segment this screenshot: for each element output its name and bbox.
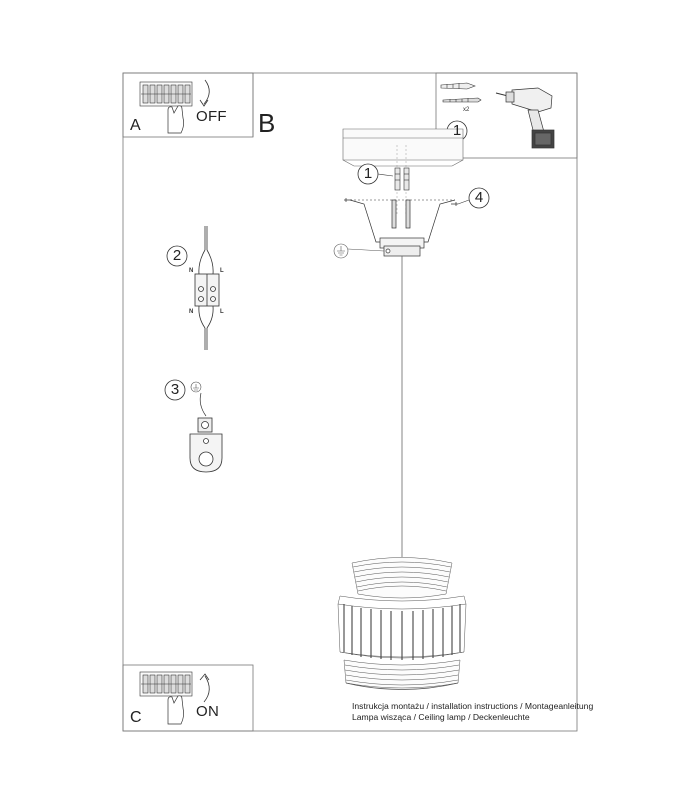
- arrow-down-icon: [204, 80, 209, 104]
- fuse-switch-icon-a: [140, 82, 192, 106]
- ground-wire: [200, 393, 206, 416]
- screw-icon: [443, 98, 481, 102]
- quantity-label: x2: [463, 107, 470, 113]
- ceiling-plate: [343, 129, 463, 166]
- screw-right-icon: [451, 202, 458, 206]
- fuse-switch-icon-c: [140, 672, 192, 696]
- terminal-label-n-top: N: [189, 268, 194, 274]
- footer-product: Lampa wisząca / Ceiling lamp / Deckenleuchte: [352, 712, 530, 722]
- panel-a-letter: A: [130, 117, 141, 134]
- hand-icon-a: [168, 106, 184, 133]
- drill-icon: [496, 88, 554, 148]
- tools-callout-number: 1: [452, 122, 462, 139]
- lamp-shade: [338, 558, 466, 690]
- step-2-number: 2: [172, 247, 182, 264]
- step-1-number: 1: [363, 165, 373, 182]
- panel-c-letter: C: [130, 709, 142, 726]
- terminal-label-l-bottom: L: [220, 309, 224, 315]
- mounting-bracket: [350, 200, 455, 256]
- step-4-number: 4: [474, 189, 484, 206]
- wire-connector-icon: [195, 226, 219, 350]
- ground-bracket-icon: [190, 418, 222, 472]
- off-label: OFF: [196, 108, 227, 125]
- wall-plug-icon: [441, 83, 475, 89]
- footer-instructions: Instrukcja montażu / installation instructions / Montageanleitung: [352, 701, 594, 711]
- dowels-icon: [395, 168, 409, 190]
- screw-left-icon: [344, 198, 352, 202]
- on-label: ON: [196, 703, 220, 720]
- step-3-number: 3: [170, 381, 180, 398]
- terminal-label-n-bottom: N: [189, 309, 194, 315]
- panel-b-letter: B: [258, 108, 276, 138]
- hand-icon-c: [168, 696, 184, 724]
- terminal-label-l-top: L: [220, 268, 224, 274]
